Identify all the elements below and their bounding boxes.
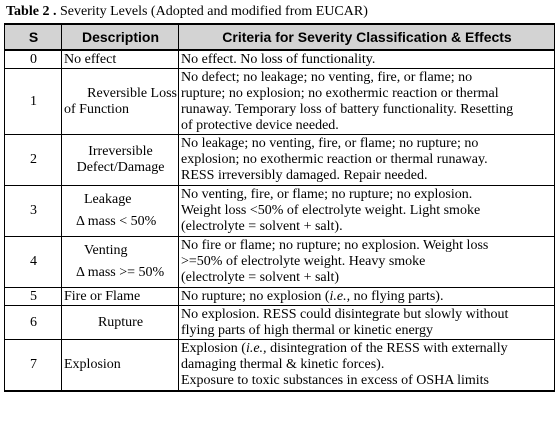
criteria-text: Explosion ( <box>181 341 246 356</box>
severity-description <box>62 237 179 288</box>
criteria-line: Exposure to toxic substances in excess of OSHA limits <box>181 373 489 388</box>
criteria-line: (electrolyte = solvent + salt). <box>181 219 343 234</box>
criteria-line <box>181 289 553 305</box>
criteria-emphasis: i.e., <box>329 288 351 304</box>
table-row <box>5 135 555 186</box>
severity-level: 5 <box>5 288 62 306</box>
criteria-line: No explosion. RESS could disintegrate but slowly without <box>181 306 509 322</box>
criteria-line: flying parts of high thermal or kinetic energy <box>181 322 434 338</box>
table-row <box>5 50 555 69</box>
description-line: No effect <box>64 51 117 67</box>
criteria-line: of protective device needed. <box>181 117 339 133</box>
table-caption <box>4 3 554 23</box>
severity-level: 1 <box>5 69 62 135</box>
description-line: Fire or Flame <box>64 288 141 304</box>
severity-description <box>62 288 179 306</box>
criteria-line: (electrolyte = solvent + salt) <box>181 270 340 285</box>
severity-description <box>62 69 179 135</box>
severity-level: 4 <box>5 237 62 288</box>
criteria-line: RESS irreversibly damaged. Repair needed. <box>181 168 428 183</box>
table-caption-label: Table 2 . <box>6 4 57 19</box>
criteria-text: No rupture; no explosion ( <box>181 288 330 304</box>
description-line: Defect/Damage <box>76 160 165 175</box>
header-description: Description <box>62 24 179 50</box>
mass-change-label: Δ mass < 50% <box>76 214 157 229</box>
description-line: Reversible Loss <box>87 85 177 101</box>
table-row <box>5 306 555 340</box>
criteria-line: No leakage; no venting, fire, or flame; no rupture; no <box>181 136 479 151</box>
mass-change-label: Δ mass >= 50% <box>76 265 165 280</box>
criteria-line: No fire or flame; no rupture; no explosion. Weight loss <box>181 238 489 253</box>
severity-criteria <box>179 186 555 237</box>
criteria-line: runaway. Temporary loss of battery functionality. Resetting <box>181 101 514 117</box>
severity-criteria <box>179 237 555 288</box>
table-row <box>5 69 555 135</box>
severity-table <box>4 23 555 392</box>
severity-criteria <box>179 69 555 135</box>
header-s: S <box>5 24 62 50</box>
criteria-line: No venting, fire, or flame; no rupture; no explosion. <box>181 187 473 202</box>
severity-level: 6 <box>5 306 62 340</box>
criteria-text: disintegration of the RESS with externally <box>266 341 508 356</box>
severity-level: 0 <box>5 50 62 69</box>
criteria-line: rupture; no explosion; no exothermic reaction or thermal <box>181 85 499 101</box>
header-criteria: Criteria for Severity Classification & Effects <box>179 24 555 50</box>
criteria-line <box>181 341 553 357</box>
table-row <box>5 288 555 306</box>
table-caption-text: Severity Levels (Adopted and modified from EUCAR) <box>59 4 368 19</box>
table-row <box>5 340 555 392</box>
criteria-line: No effect. No loss of functionality. <box>181 51 376 67</box>
description-line: of Function <box>64 101 129 117</box>
severity-criteria <box>179 50 555 69</box>
table-row <box>5 186 555 237</box>
severity-criteria <box>179 306 555 340</box>
severity-description <box>62 186 179 237</box>
criteria-line: Weight loss <50% of electrolyte weight. Light smoke <box>181 203 481 218</box>
severity-description <box>62 340 179 392</box>
description-line: Leakage <box>84 192 132 207</box>
description-line: Venting <box>84 243 128 258</box>
severity-level: 7 <box>5 340 62 392</box>
criteria-line: >=50% of electrolyte weight. Heavy smoke <box>181 254 426 269</box>
severity-criteria <box>179 288 555 306</box>
table-row <box>5 237 555 288</box>
severity-description <box>62 135 179 186</box>
severity-level: 2 <box>5 135 62 186</box>
description-line: Rupture <box>97 314 144 330</box>
criteria-line: No defect; no leakage; no venting, fire, or flame; no <box>181 69 473 85</box>
criteria-emphasis: i.e., <box>245 341 267 356</box>
severity-description <box>62 306 179 340</box>
description-line: Explosion <box>64 357 121 372</box>
severity-level: 3 <box>5 186 62 237</box>
severity-criteria <box>179 340 555 392</box>
criteria-line: damaging thermal & kinetic forces). <box>181 357 385 372</box>
criteria-line: explosion; no exothermic reaction or thermal runaway. <box>181 152 488 167</box>
severity-criteria <box>179 135 555 186</box>
criteria-text: no flying parts). <box>350 288 444 304</box>
description-line: Irreversible <box>88 144 153 159</box>
table-header-row <box>5 24 555 50</box>
severity-description <box>62 50 179 69</box>
